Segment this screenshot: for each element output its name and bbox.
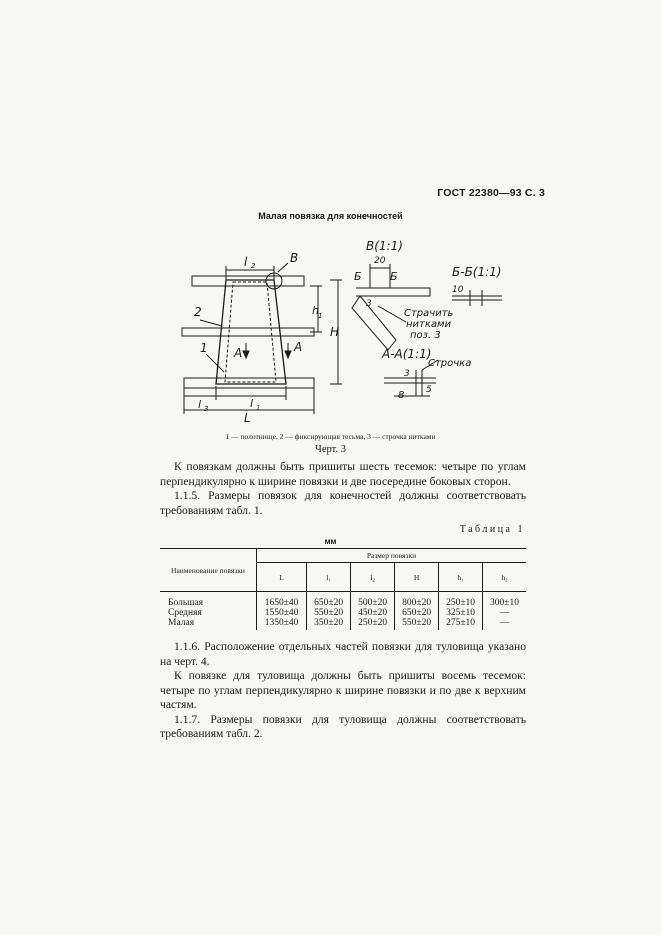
- detail-wedge: [352, 296, 396, 350]
- cell-h2: 300±10: [483, 598, 526, 608]
- drawing-canvas: [170, 230, 530, 435]
- table-row: [160, 598, 526, 608]
- section-bb-title: Б-Б(1:1): [452, 265, 502, 279]
- detail-v-marker: В: [290, 251, 299, 265]
- pos-1-label: 1: [200, 341, 208, 355]
- dim-H-label: H: [330, 325, 340, 339]
- cell-l1: 550±20: [307, 608, 351, 618]
- detail-band: [356, 288, 430, 296]
- cell-H: 550±20: [395, 618, 439, 628]
- cell-H: 650±20: [395, 608, 439, 618]
- strochka-note: Строчка: [428, 358, 472, 369]
- col-header-l1: l₁: [307, 563, 351, 592]
- paragraph-torso-ties: К повязке для туловища должны быть пришиты восемь тесемок: четыре по углам перпендикулярно к ширине повязки и по две к верхним частям.: [160, 669, 526, 711]
- dim-5-label: 5: [426, 385, 432, 395]
- dim-l2-sub: 2: [251, 262, 256, 270]
- dim-l2-label: l: [244, 255, 248, 269]
- pos-2-label: 2: [194, 305, 202, 319]
- top-tie-band: [192, 276, 304, 286]
- table-row: [160, 608, 526, 618]
- cell-h1: 325±10: [439, 608, 483, 618]
- col-header-h1: h₁: [439, 563, 483, 592]
- dim-3b-label: 3: [404, 369, 410, 379]
- table-unit: мм: [324, 537, 337, 546]
- paragraph-1-1-5: 1.1.5. Размеры повязок для конечностей должны соответствовать требованиям табл. 1.: [160, 489, 526, 517]
- stitch-note-3: поз. 3: [410, 330, 441, 341]
- dim-h1-label: h: [312, 304, 319, 317]
- col-header-h2: h₂: [483, 563, 526, 592]
- row-name: Большая: [160, 598, 257, 608]
- section-aa-title: А-А(1:1): [382, 347, 432, 361]
- paragraph-1-1-7: 1.1.7. Размеры повязки для туловища должны соответствовать требованиям табл. 2.: [160, 712, 526, 740]
- cell-h2: —: [483, 608, 526, 618]
- figure-caption: Черт. 3: [315, 444, 346, 455]
- table-label: Таблица 1: [459, 524, 525, 535]
- page-header: ГОСТ 22380—93 С. 3: [437, 187, 545, 199]
- cell-H: 800±20: [395, 598, 439, 608]
- cell-h2: —: [483, 618, 526, 628]
- middle-tie-band: [182, 328, 314, 336]
- cell-l2: 250±20: [351, 618, 395, 628]
- dim-20-label: 20: [374, 256, 386, 266]
- section-b-left: Б: [354, 270, 362, 283]
- figure-legend: 1 — полотнище, 2 — фиксирующая тесьма, 3 — строчка нитками: [225, 432, 436, 441]
- col-header-L: L: [257, 563, 307, 592]
- trapezoid-outline: [216, 280, 286, 384]
- bottom-band: [184, 378, 314, 388]
- section-b-right: Б: [390, 270, 398, 283]
- dim-L-label: L: [244, 411, 251, 425]
- size-group-header: Размер повязки: [257, 549, 527, 563]
- dim-8-label: 8: [398, 390, 405, 401]
- cell-l2: 500±20: [351, 598, 395, 608]
- dim-l1-label: l: [250, 397, 254, 410]
- dim-10-label: 10: [452, 285, 464, 295]
- dim-3-label: 3: [366, 299, 372, 309]
- table-row: [160, 618, 526, 628]
- view-v-title: В(1:1): [366, 239, 403, 253]
- cell-l2: 450±20: [351, 608, 395, 618]
- trapezoid-stitch: [225, 282, 276, 382]
- cell-h1: 275±10: [439, 618, 483, 628]
- col-header-H: H: [395, 563, 439, 592]
- section-a-right: А: [294, 340, 303, 354]
- dim-l3-sub: 3: [204, 405, 209, 413]
- cell-l1: 650±20: [307, 598, 351, 608]
- name-column-header: Наименование повязки: [160, 549, 257, 592]
- cell-L: 1350±40: [257, 618, 307, 628]
- cell-L: 1650±40: [257, 598, 307, 608]
- stitch-note-2: нитками: [406, 319, 452, 330]
- body-text-2: [160, 640, 526, 742]
- dim-l3-label: l: [198, 398, 202, 411]
- cell-L: 1550±40: [257, 608, 307, 618]
- row-name: Средняя: [160, 608, 257, 618]
- cell-h1: 250±10: [439, 598, 483, 608]
- dim-h1-sub: 1: [318, 312, 323, 320]
- col-header-l2: l₂: [351, 563, 395, 592]
- body-text-1: [160, 460, 526, 518]
- section-title: Малая повязка для конечностей: [258, 211, 403, 221]
- cell-l1: 350±20: [307, 618, 351, 628]
- section-a-left: А: [234, 346, 243, 360]
- dim-l1-sub: 1: [256, 404, 261, 412]
- row-name: Малая: [160, 618, 257, 628]
- paragraph-1-1-6: 1.1.6. Расположение отдельных частей повязки для туловища указано на черт. 4.: [160, 640, 526, 668]
- paragraph-ties-limbs: К повязкам должны быть пришиты шесть тесемок: четыре по углам перпендикулярно к ширине повязки и две посередине боковых сторон.: [160, 460, 526, 488]
- stitch-note-1: Страчить: [404, 308, 454, 319]
- sizes-table: [160, 548, 526, 630]
- technical-drawing: [170, 230, 530, 435]
